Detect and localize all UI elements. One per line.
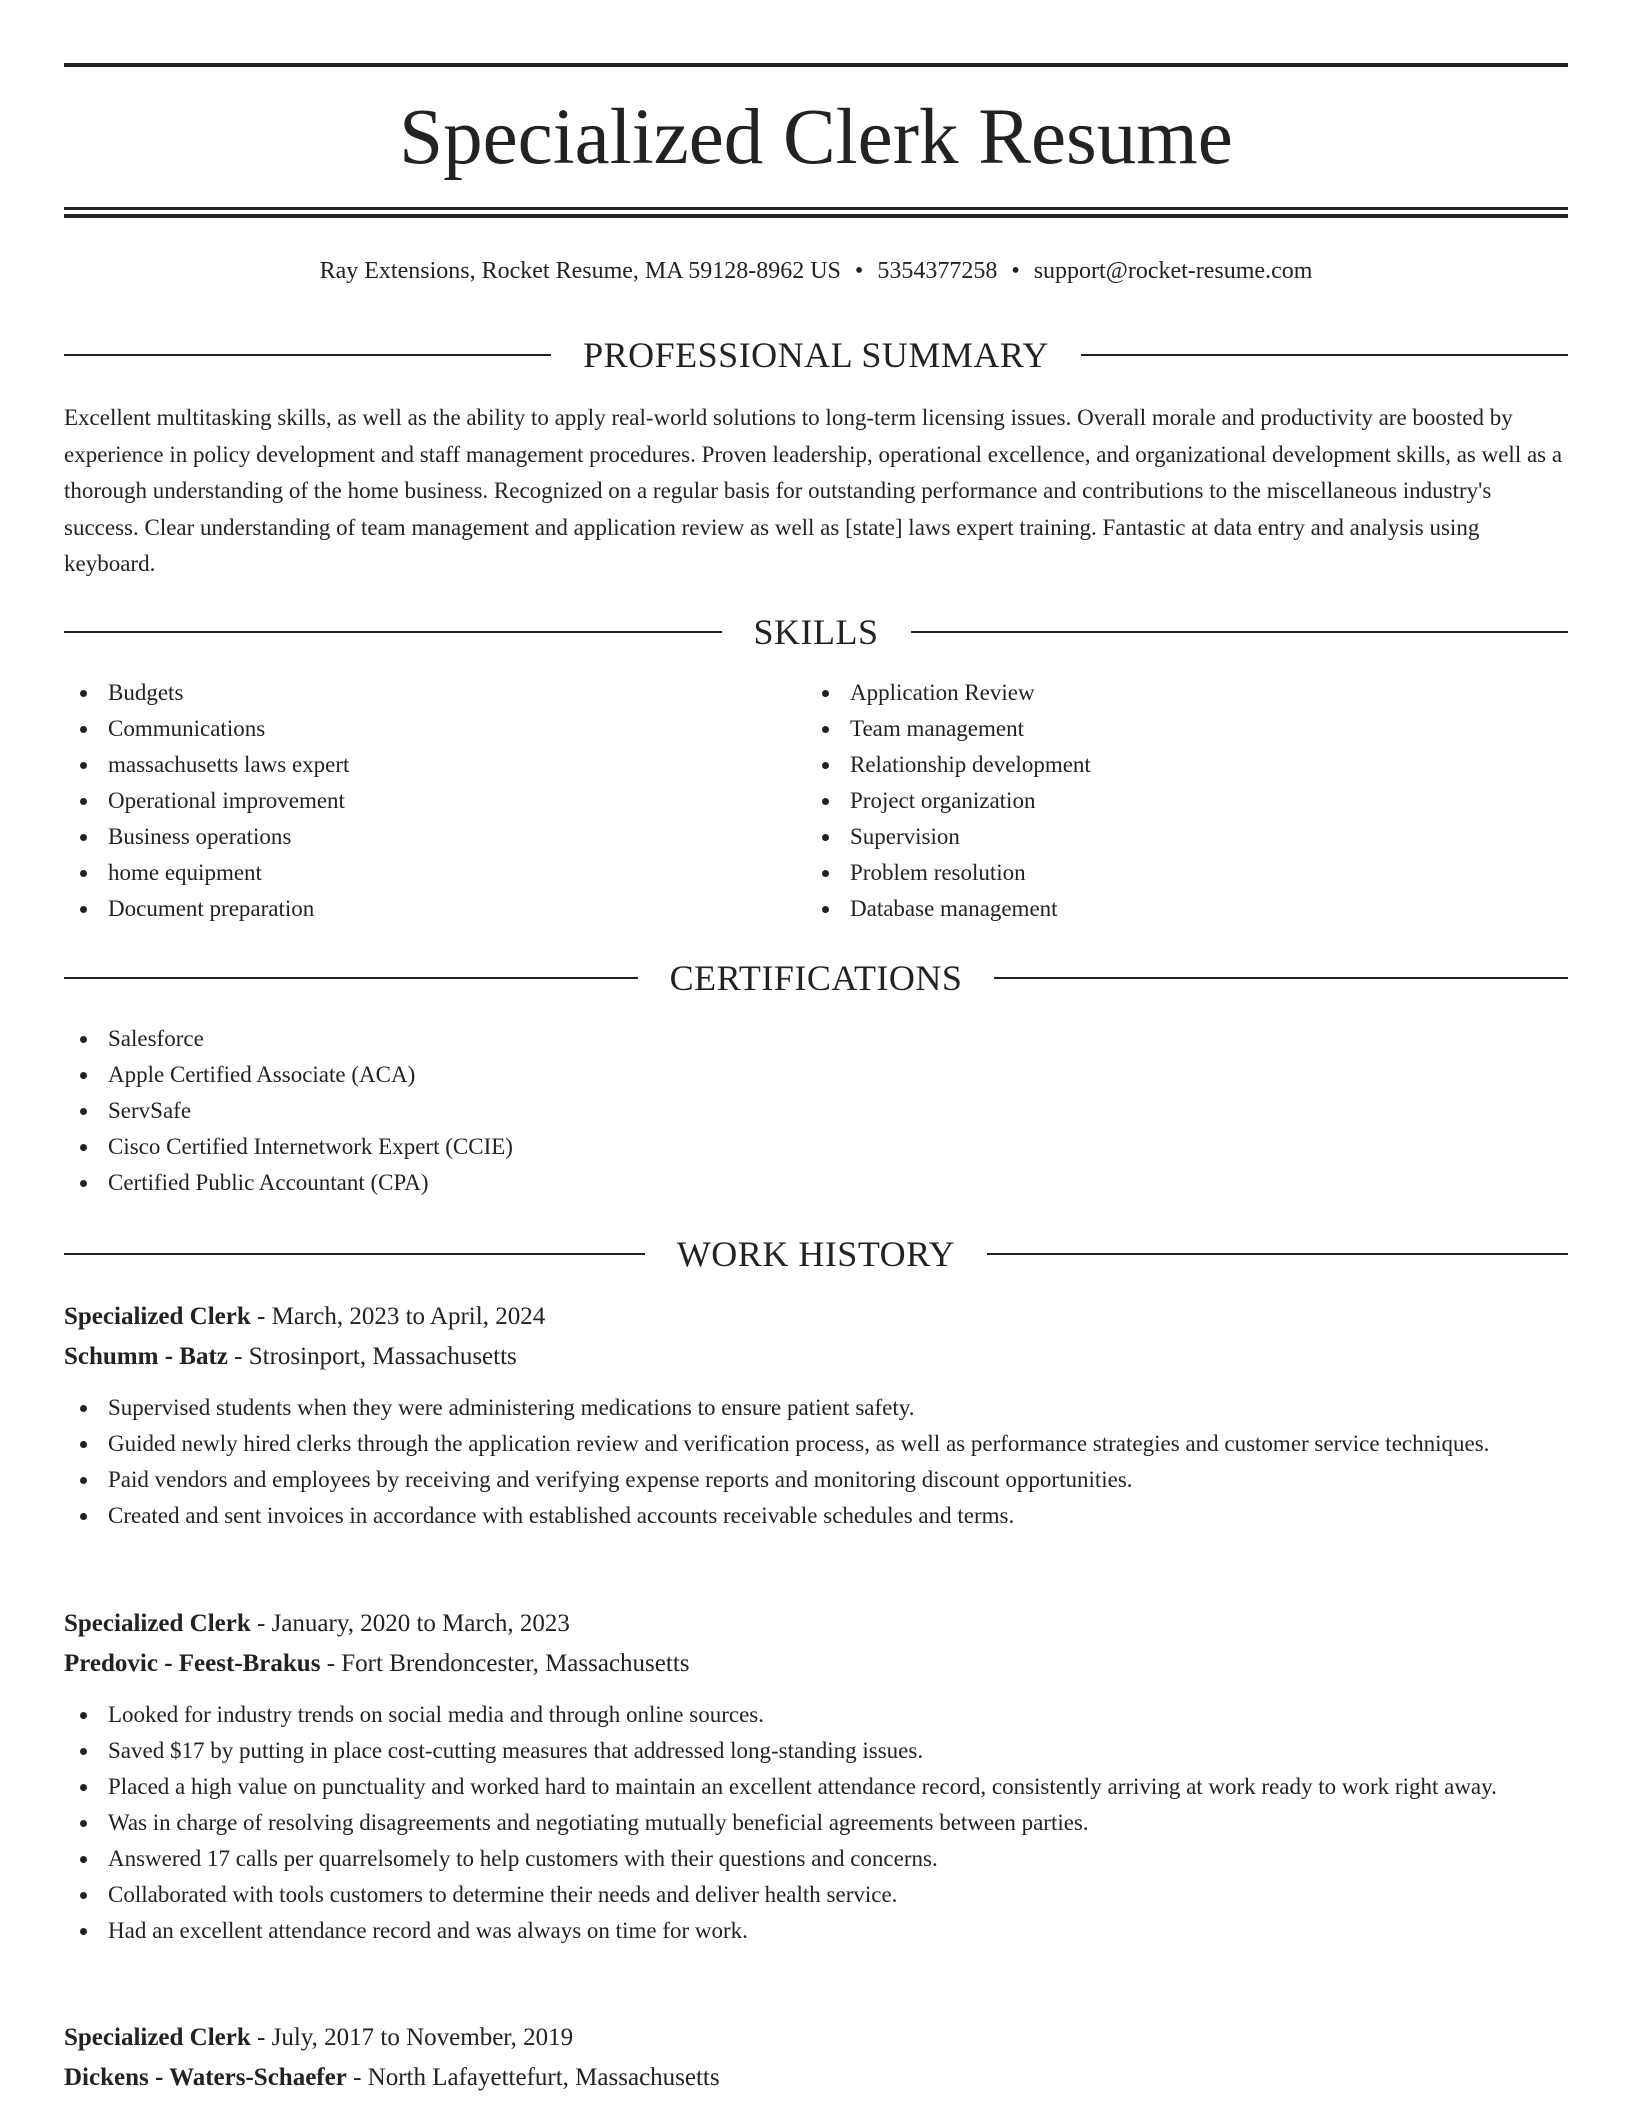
contact-email: support@rocket-resume.com — [1033, 258, 1313, 284]
contact-separator: • — [854, 258, 864, 284]
contact-phone: 5354377258 — [877, 258, 998, 284]
job-duty: Guided newly hired clerks through the application review and verification process, as well as performance strategies and customer service techniques. — [64, 1426, 1568, 1462]
job-duty: Paid vendors and employees by receiving and verifying expense reports and monitoring discount opportunities. — [64, 1462, 1568, 1498]
skill-item: Business operations — [64, 819, 764, 855]
contact-line — [64, 254, 1568, 288]
job-duty: Created and sent invoices in accordance with established accounts receivable schedules and terms. — [64, 1498, 1568, 1534]
certification-item: Apple Certified Associate (ACA) — [64, 1057, 1568, 1093]
job-title-line: Specialized Clerk - July, 2017 to November, 2019 — [64, 2024, 574, 2051]
job-duty: Supervised students when they were administering medications to ensure patient safety. — [64, 1390, 1568, 1426]
job-company: Schumm - Batz — [64, 1343, 228, 1370]
skill-item: Communications — [64, 711, 764, 747]
job-entry — [64, 2019, 1568, 2097]
skill-item: Problem resolution — [806, 855, 1506, 891]
job-company-line: Dickens - Waters-Schaefer - North Lafayettefurt, Massachusetts — [64, 2064, 720, 2091]
skill-item: home equipment — [64, 855, 764, 891]
certifications-section-heading — [64, 956, 1568, 1000]
summary-paragraph: Excellent multitasking skills, as well as the ability to apply real-world solutions to long-term licensing issues. Overall morale and productivity are boosted by experience in policy development and staff management procedures. Proven leadership, operational excellence, and organizational development skills, as well as a thorough understanding of the home business. Recognized on a regular basis for outstanding performance and contributions to the miscellaneous industry's success. Clear understanding of team management and application review as well as [state] laws expert training. Fantastic at data entry and analysis using keyboard. — [64, 405, 1563, 576]
skills-section-heading — [64, 610, 1568, 654]
certifications-list — [64, 1021, 1568, 1201]
certifications-block — [64, 1021, 1568, 1201]
job-location: North Lafayettefurt, Massachusetts — [367, 2064, 720, 2091]
certification-item: Certified Public Accountant (CPA) — [64, 1165, 1568, 1201]
job-duty: Collaborated with tools customers to determine their needs and deliver health service. — [64, 1877, 1568, 1913]
job-company-line: Predovic - Feest-Brakus - Fort Brendoncester, Massachusetts — [64, 1650, 690, 1677]
skill-item: Budgets — [64, 675, 764, 711]
skills-list-left — [64, 675, 764, 927]
job-duty: Looked for industry trends on social media and through online sources. — [64, 1697, 1568, 1733]
skill-item: Document preparation — [64, 891, 764, 927]
certifications-heading-label: CERTIFICATIONS — [669, 958, 963, 998]
skills-column-right — [806, 675, 1506, 927]
job-title: Specialized Clerk — [64, 1303, 251, 1330]
heading-rule-right — [987, 1253, 1568, 1255]
job-duties-list — [64, 1697, 1568, 1949]
heading-rule-left — [64, 631, 722, 633]
heading-rule-right — [911, 631, 1569, 633]
skill-item: Team management — [806, 711, 1506, 747]
job-location: Strosinport, Massachusetts — [248, 1343, 517, 1370]
skill-item: Operational improvement — [64, 783, 764, 819]
title-double-rule — [64, 207, 1568, 218]
job-title-line: Specialized Clerk - March, 2023 to April, 2024 — [64, 1303, 546, 1330]
job-duty: Answered 17 calls per quarrelsomely to help customers with their questions and concerns. — [64, 1841, 1568, 1877]
summary-section-heading — [64, 333, 1568, 377]
job-duties-list — [64, 1390, 1568, 1534]
skill-item: Supervision — [806, 819, 1506, 855]
heading-rule-left — [64, 1253, 645, 1255]
skill-item: Database management — [806, 891, 1506, 927]
skills-column-left — [64, 675, 764, 927]
job-dates: January, 2020 to March, 2023 — [271, 1610, 570, 1637]
work-history-heading-label: WORK HISTORY — [676, 1234, 956, 1274]
skill-item: Relationship development — [806, 747, 1506, 783]
job-title-line: Specialized Clerk - January, 2020 to March, 2023 — [64, 1610, 570, 1637]
job-title: Specialized Clerk — [64, 2024, 251, 2051]
certification-item: Cisco Certified Internetwork Expert (CCIE) — [64, 1129, 1568, 1165]
job-duty: Was in charge of resolving disagreements and negotiating mutually beneficial agreements between parties. — [64, 1805, 1568, 1841]
work-history-section-heading — [64, 1232, 1568, 1276]
certification-item: Salesforce — [64, 1021, 1568, 1057]
heading-rule-left — [64, 354, 551, 356]
job-company: Dickens - Waters-Schaefer — [64, 2064, 347, 2091]
page-title: Specialized Clerk Resume — [399, 94, 1233, 181]
contact-address: Ray Extensions, Rocket Resume, MA 59128-8962 US — [319, 258, 841, 284]
contact-separator: • — [1011, 258, 1020, 284]
skill-item: massachusetts laws expert — [64, 747, 764, 783]
job-entry — [64, 1298, 1568, 1534]
top-rule — [64, 63, 1568, 67]
job-company: Predovic - Feest-Brakus — [64, 1650, 321, 1677]
job-dates: July, 2017 to November, 2019 — [271, 2024, 574, 2051]
heading-rule-left — [64, 977, 638, 979]
skill-item: Application Review — [806, 675, 1506, 711]
job-entry — [64, 1605, 1568, 1949]
job-duty: Had an excellent attendance record and was always on time for work. — [64, 1913, 1568, 1949]
skills-list-right — [806, 675, 1506, 927]
heading-rule-right — [994, 977, 1568, 979]
summary-heading-label: PROFESSIONAL SUMMARY — [583, 335, 1049, 375]
job-duty: Saved $17 by putting in place cost-cutting measures that addressed long-standing issues. — [64, 1733, 1568, 1769]
certification-item: ServSafe — [64, 1093, 1568, 1129]
heading-rule-right — [1081, 354, 1568, 356]
job-location: Fort Brendoncester, Massachusetts — [341, 1650, 690, 1677]
skill-item: Project organization — [806, 783, 1506, 819]
job-dates: March, 2023 to April, 2024 — [271, 1303, 546, 1330]
job-duty: Placed a high value on punctuality and worked hard to maintain an excellent attendance record, consistently arriving at work ready to work right away. — [64, 1769, 1568, 1805]
skills-heading-label: SKILLS — [753, 612, 879, 652]
job-title: Specialized Clerk — [64, 1610, 251, 1637]
job-company-line: Schumm - Batz - Strosinport, Massachusetts — [64, 1343, 517, 1370]
